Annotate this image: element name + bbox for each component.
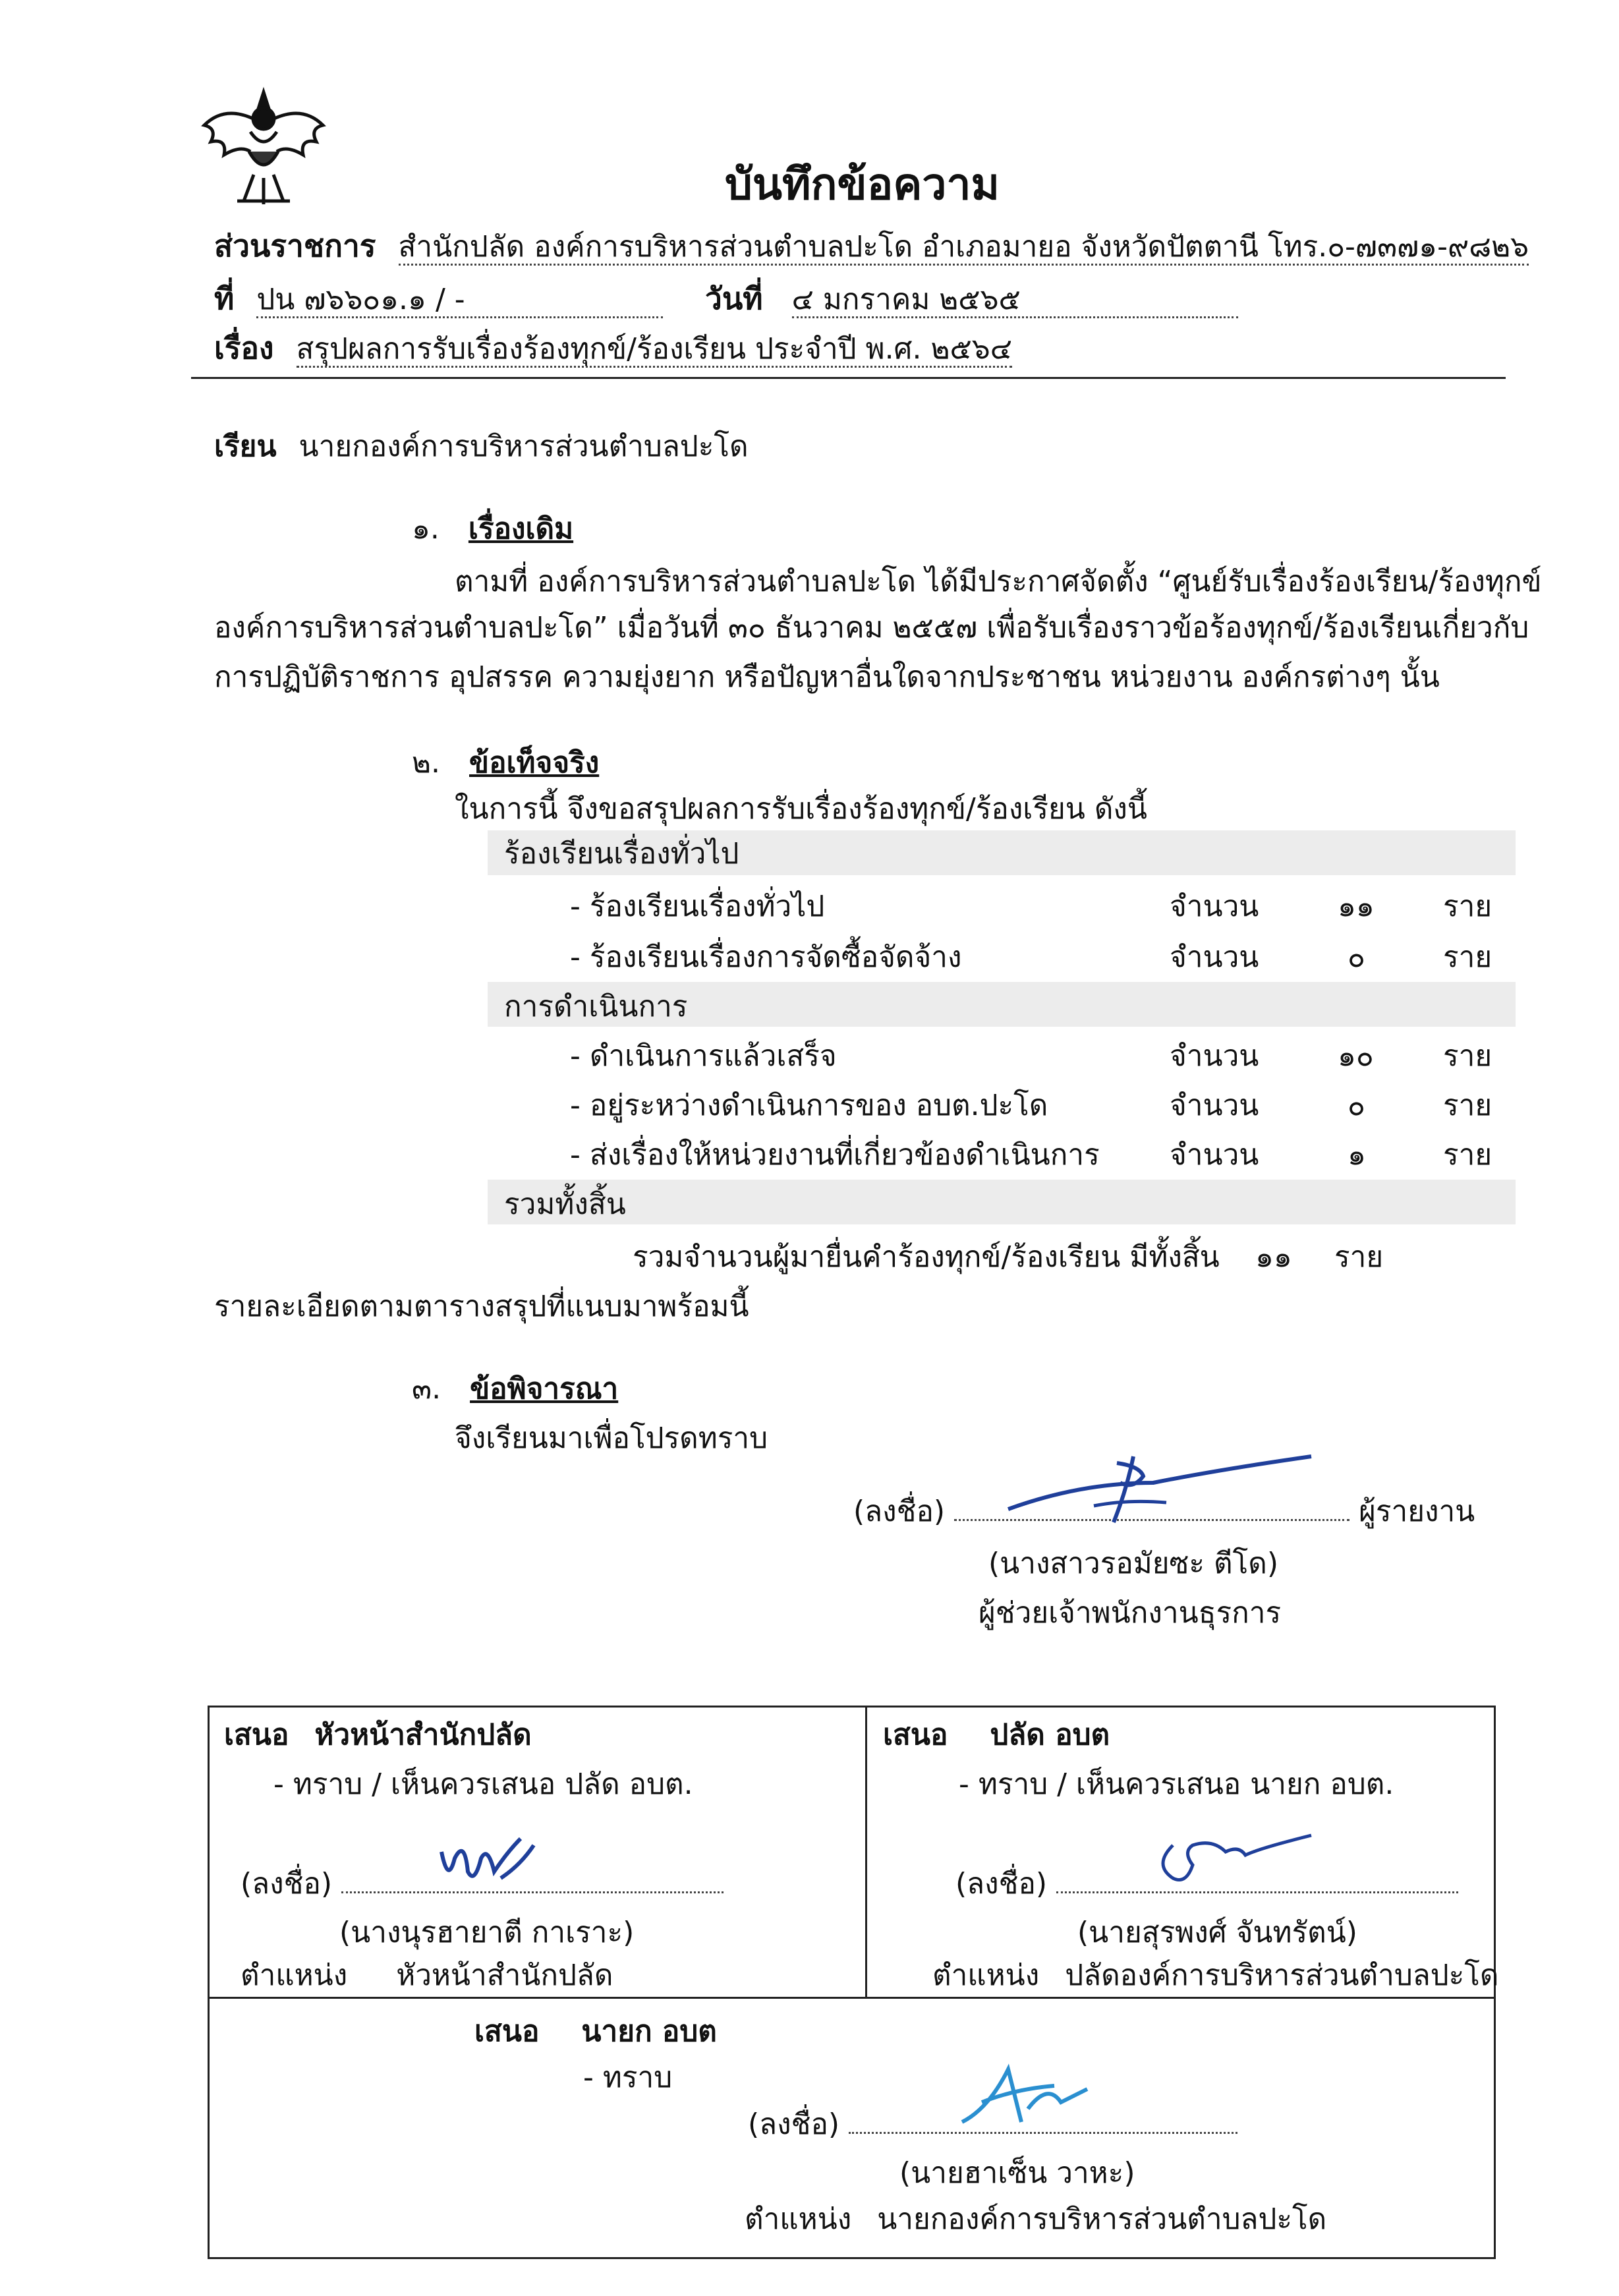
section1-number: ๑.: [412, 512, 440, 546]
group1-row-1-unit: ราย: [1443, 890, 1492, 923]
subject-label: เรื่อง: [214, 330, 274, 366]
box-bottom-name: (นายฮาเซ็น วาหะ): [899, 2156, 1135, 2190]
group1-heading: ร้องเรียนเรื่องทั่วไป: [504, 837, 739, 871]
approval-table-vertical-divider: [865, 1706, 867, 1998]
reporter-sign-suffix: ผู้รายงาน: [1359, 1495, 1475, 1528]
group2-row-2-label: จำนวน: [1170, 1089, 1259, 1122]
reporter-signature-icon: [1002, 1443, 1318, 1529]
group2-row-3-unit: ราย: [1443, 1138, 1492, 1172]
reporter-sign-prefix: (ลงชื่อ): [853, 1495, 946, 1528]
reporter-position: ผู้ช่วยเจ้าพนักงานธุรการ: [979, 1596, 1282, 1630]
section1-title: เรื่องเดิม: [468, 512, 574, 546]
date-label: วันที่: [705, 281, 763, 316]
group2-row-1-item: - ดำเนินการแล้วเสร็จ: [570, 1039, 837, 1073]
group2-row-1-unit: ราย: [1443, 1039, 1492, 1073]
box-bottom-note: - ทราบ: [583, 2061, 673, 2094]
box-left-head-value: หัวหน้าสำนักปลัด: [314, 1718, 532, 1752]
box-left-sign-prefix: (ลงชื่อ): [241, 1867, 333, 1901]
section3-title: ข้อพิจารณา: [470, 1372, 619, 1406]
subject-value: สรุปผลการรับเรื่องร้องทุกข์/ร้องเรียน ประจำปี พ.ศ. ๒๕๖๔: [297, 332, 1012, 368]
section2-detail: รายละเอียดตามตารางสรุปที่แนบมาพร้อมนี้: [214, 1290, 749, 1323]
date-value: ๔ มกราคม ๒๕๖๕: [792, 283, 1238, 318]
group2-row-3-label: จำนวน: [1170, 1138, 1259, 1172]
box-left-position-label: ตำแหน่ง: [241, 1959, 348, 1992]
total-heading: รวมทั้งสิ้น: [504, 1188, 626, 1221]
total-unit: ราย: [1334, 1240, 1384, 1274]
box-left-name: (นางนุรฮายาตี กาเราะ): [339, 1916, 635, 1949]
section2-number: ๒.: [412, 746, 440, 780]
box-bottom-sign-prefix: (ลงชื่อ): [748, 2108, 840, 2141]
total-count: ๑๑: [1255, 1240, 1292, 1274]
section2-title: ข้อเท็จจริง: [469, 746, 600, 780]
box-right-note: - ทราบ / เห็นควรเสนอ นายก อบต.: [959, 1767, 1394, 1801]
to-label: เรียน: [214, 430, 277, 463]
group1-row-2-unit: ราย: [1443, 940, 1492, 974]
box-left-signature-icon: [435, 1825, 540, 1898]
section3-number: ๓.: [412, 1372, 441, 1406]
group1-row-2-item: - ร้องเรียนเรื่องการจัดซื้อจัดจ้าง: [570, 940, 962, 974]
box-bottom-position-value: นายกองค์การบริหารส่วนตำบลปะโด: [877, 2202, 1327, 2236]
total-heading-band: [488, 1180, 1516, 1224]
to-value: นายกองค์การบริหารส่วนตำบลปะโด: [298, 430, 749, 463]
box-left-note: - ทราบ / เห็นควรเสนอ ปลัด อบต.: [273, 1767, 693, 1801]
box-bottom-head-label: เสนอ: [474, 2015, 540, 2048]
group2-row-2-unit: ราย: [1443, 1089, 1492, 1122]
box-left-position-value: หัวหน้าสำนักปลัด: [396, 1959, 613, 1992]
box-right-sign-prefix: (ลงชื่อ): [955, 1867, 1048, 1901]
header-divider: [191, 377, 1506, 379]
group2-row-1-label: จำนวน: [1170, 1039, 1259, 1073]
group1-row-1-count: ๑๑: [1338, 890, 1375, 923]
section1-line-3: การปฏิบัติราชการ อุปสรรค ความยุ่งยาก หรือปัญหาอื่นใดจากประชาชน หน่วยงาน องค์กรต่างๆ นั้น: [214, 660, 1440, 694]
group2-heading: การดำเนินการ: [504, 990, 688, 1023]
document-number-label: ที่: [214, 281, 235, 316]
group1-row-1-item: - ร้องเรียนเรื่องทั่วไป: [570, 890, 825, 923]
group2-row-3-item: - ส่งเรื่องให้หน่วยงานที่เกี่ยวข้องดำเนินการ: [570, 1138, 1100, 1172]
department-value: สำนักปลัด องค์การบริหารส่วนตำบลปะโด อำเภอมายอ จังหวัดปัตตานี โทร.๐-๗๓๗๑-๙๘๒๖: [399, 230, 1529, 266]
box-right-name: (นายสุรพงศ์ จันทรัตน์): [1077, 1916, 1357, 1949]
approval-table-horizontal-divider: [208, 1997, 1496, 1999]
box-bottom-head-value: นายก อบต: [581, 2015, 717, 2048]
garuda-emblem-icon: [198, 79, 329, 211]
section3-text: จึงเรียนมาเพื่อโปรดทราบ: [455, 1421, 768, 1455]
section2-intro: ในการนี้ จึงขอสรุปผลการรับเรื่องร้องทุกข์/ร้องเรียน ดังนี้: [455, 792, 1147, 826]
total-text: รวมจำนวนผู้มายื่นคำร้องทุกข์/ร้องเรียน มีทั้งสิ้น: [633, 1240, 1220, 1274]
section1-line-1: ตามที่ องค์การบริหารส่วนตำบลปะโด ได้มีประกาศจัดตั้ง “ศูนย์รับเรื่องร้องเรียน/ร้องทุกข์: [455, 565, 1542, 598]
box-left-head-label: เสนอ: [224, 1718, 289, 1752]
box-bottom-signature-icon: [949, 2056, 1094, 2135]
box-right-position-label: ตำแหน่ง: [932, 1959, 1040, 1992]
group1-row-2-count: ๐: [1348, 940, 1365, 974]
group2-row-3-count: ๑: [1348, 1138, 1366, 1172]
group2-row-2-count: ๐: [1348, 1089, 1365, 1122]
document-type-title: บันทึกข้อความ: [725, 159, 1000, 210]
box-right-signature-icon: [1147, 1825, 1318, 1898]
group1-row-1-label: จำนวน: [1170, 890, 1259, 923]
reporter-name: (นางสาวรอมัยซะ ตีโด): [988, 1547, 1278, 1580]
group2-row-2-item: - อยู่ระหว่างดำเนินการของ อบต.ปะโด: [570, 1089, 1048, 1122]
box-right-head-label: เสนอ: [883, 1718, 948, 1752]
department-label: ส่วนราชการ: [214, 228, 376, 264]
group1-row-2-label: จำนวน: [1170, 940, 1259, 974]
document-number-value: ปน ๗๖๖๐๑.๑ / -: [256, 283, 662, 318]
box-bottom-position-label: ตำแหน่ง: [745, 2202, 852, 2236]
section1-line-2: องค์การบริหารส่วนตำบลปะโด” เมื่อวันที่ ๓๐ ธันวาคม ๒๕๕๗ เพื่อรับเรื่องราวข้อร้องทุกข์/ร้องเรียนเกี่ยวกับ: [214, 611, 1529, 645]
group2-row-1-count: ๑๐: [1338, 1039, 1374, 1073]
box-right-head-value: ปลัด อบต: [990, 1718, 1110, 1752]
box-right-position-value: ปลัดองค์การบริหารส่วนตำบลปะโด: [1065, 1959, 1499, 1992]
